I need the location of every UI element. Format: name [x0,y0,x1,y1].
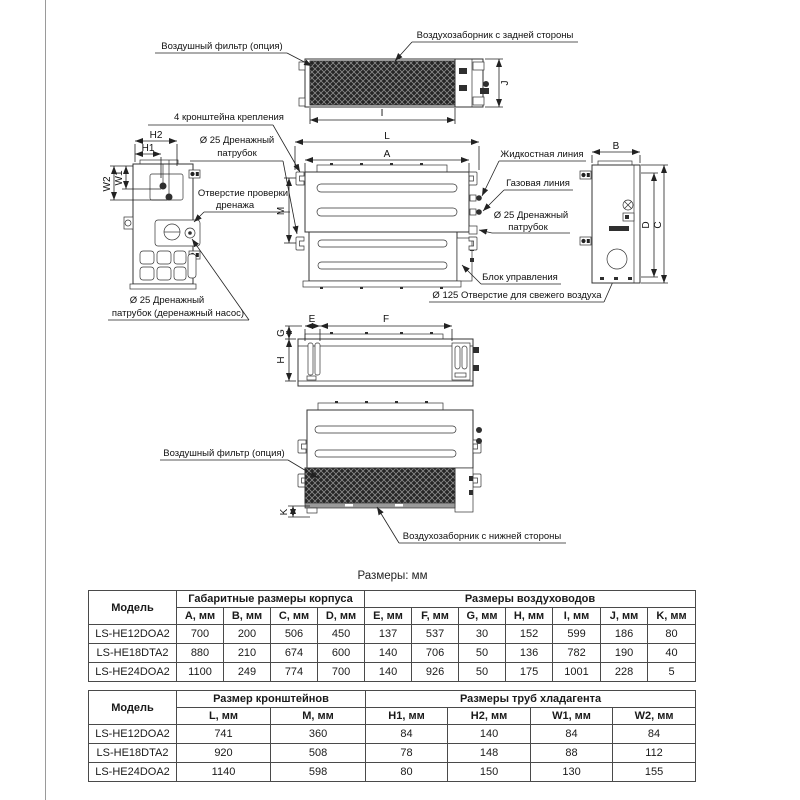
svg-text:патрубок: патрубок [508,222,548,233]
bottom-view-drawing [276,314,479,386]
callout-rear-intake [395,30,578,61]
dim-label-H1: H1 [141,143,155,154]
dim-label-F: F [382,314,390,325]
left-side-view-drawing [102,130,200,289]
t2-h-W2: W2, мм [613,708,696,725]
dim-label-I: I [380,108,384,119]
dimensions-table-body [88,590,696,682]
t2-model-header: Модель [89,691,177,725]
svg-text:Воздухозаборник с нижней сторо: Воздухозаборник с нижней стороны [402,531,562,542]
table-row: LS-HE12DOA2 741 360 84 140 84 84 [89,725,696,744]
svg-text:Ø 25 Дренажный: Ø 25 Дренажный [129,295,205,306]
table-row: LS-HE12DOA2 700 200 506 450 137 537 30 152 599 186 80 [89,625,696,644]
t1-h-C: C, мм [271,608,318,625]
control-box [457,238,472,281]
dim-label-G: G [276,329,287,337]
bottom-intake-strip [305,503,455,508]
dim-label-D: D [641,221,652,229]
t2-group-brackets: Размер кронштейнов [177,691,366,708]
callout-air-filter-bottom [160,448,318,478]
callout-control-box [462,265,561,284]
t2-h-L: L, мм [177,708,271,725]
t2-r0-model: LS-HE12DOA2 [89,725,177,744]
svg-text:дренажа: дренажа [215,200,255,211]
svg-text:Ø 25 Дренажный: Ø 25 Дренажный [493,210,569,221]
t1-r1-model: LS-HE18DTA2 [89,644,177,663]
callout-bottom-intake [377,507,566,543]
t2-h-M: M, мм [271,708,366,725]
dim-label-H: H [276,356,287,364]
dim-label-E: E [308,314,316,325]
svg-text:Воздухозаборник с задней сторо: Воздухозаборник с задней стороны [416,30,574,41]
svg-text:Газовая линия: Газовая линия [506,178,570,189]
t2-h-W1: W1, мм [531,708,613,725]
callout-drain-pipe-left [190,135,297,234]
svg-text:Воздушный фильтр (опция): Воздушный фильтр (опция) [163,448,285,459]
t1-h-I: I, мм [553,608,601,625]
svg-text:патрубок (деренажный насос): патрубок (деренажный насос) [111,308,245,319]
svg-text:Ø 25 Дренажный: Ø 25 Дренажный [199,135,275,146]
t1-h-H: H, мм [506,608,553,625]
t1-h-K: K, мм [648,608,696,625]
t1-r0-model: LS-HE12DOA2 [89,625,177,644]
t2-r2-model: LS-HE24DOA2 [89,763,177,782]
svg-text:Блок управления: Блок управления [482,272,558,283]
t2-h-H1: H1, мм [366,708,448,725]
dim-label-K: K [279,508,290,516]
svg-text:4 кронштейна крепления: 4 кронштейна крепления [174,112,284,123]
callout-air-filter-top [155,41,312,66]
svg-text:Воздушный фильтр (опция): Воздушный фильтр (опция) [161,41,283,52]
dim-label-B: B [612,141,620,152]
dim-label-A: A [383,149,391,160]
units-note: Размеры: мм [357,570,428,582]
dim-label-W1: W1 [114,170,125,186]
dim-label-M: M [276,206,287,216]
dim-label-H2: H2 [149,130,163,141]
right-side-view-drawing [580,141,668,283]
callout-drain-check [194,188,290,222]
svg-text:Жидкостная линия: Жидкостная линия [500,149,584,160]
table-row: LS-HE24DOA2 1100 249 774 700 140 926 50 175 1001 228 5 [89,663,696,682]
front-view-drawing [276,131,482,289]
rear-intake-mesh [310,61,455,105]
t2-group-pipes: Размеры труб хладагента [366,691,696,708]
t1-h-A: A, мм [177,608,224,625]
svg-text:Ø 125 Отверстие для свежего во: Ø 125 Отверстие для свежего воздуха [432,290,602,301]
t1-r2-model: LS-HE24DOA2 [89,663,177,682]
table-row: LS-HE18DTA2 920 508 78 148 88 112 [89,744,696,763]
dim-label-L: L [384,131,390,142]
dim-label-W2: W2 [102,176,113,192]
t2-r1-model: LS-HE18DTA2 [89,744,177,763]
bottom-intake-mesh [305,468,455,503]
t1-h-F: F, мм [412,608,459,625]
t1-group-body: Габаритные размеры корпуса [177,591,365,608]
t1-h-E: E, мм [365,608,412,625]
t2-h-H2: H2, мм [448,708,531,725]
t1-h-D: D, мм [318,608,365,625]
callout-drain-pipe-right [479,210,570,233]
dimensions-table-brackets [88,690,696,782]
t1-h-B: B, мм [224,608,271,625]
dim-label-C: C [653,221,664,229]
fresh-air-hole [607,249,627,269]
top-view-drawing [299,59,511,124]
table-row: LS-HE24DOA2 1140 598 80 150 130 155 [89,763,696,782]
callout-gas-line [483,178,573,211]
t1-h-J: J, мм [601,608,648,625]
t1-h-G: G, мм [459,608,506,625]
dim-label-J: J [500,80,511,86]
t1-model-header: Модель [89,591,177,625]
svg-text:патрубок: патрубок [217,148,257,159]
table-row: LS-HE18DTA2 880 210 674 600 140 706 50 136 782 190 40 [89,644,696,663]
svg-text:Отверстие проверки: Отверстие проверки [197,188,289,199]
bottom-front-view-drawing [279,401,482,517]
t1-group-ducts: Размеры воздуховодов [365,591,696,608]
